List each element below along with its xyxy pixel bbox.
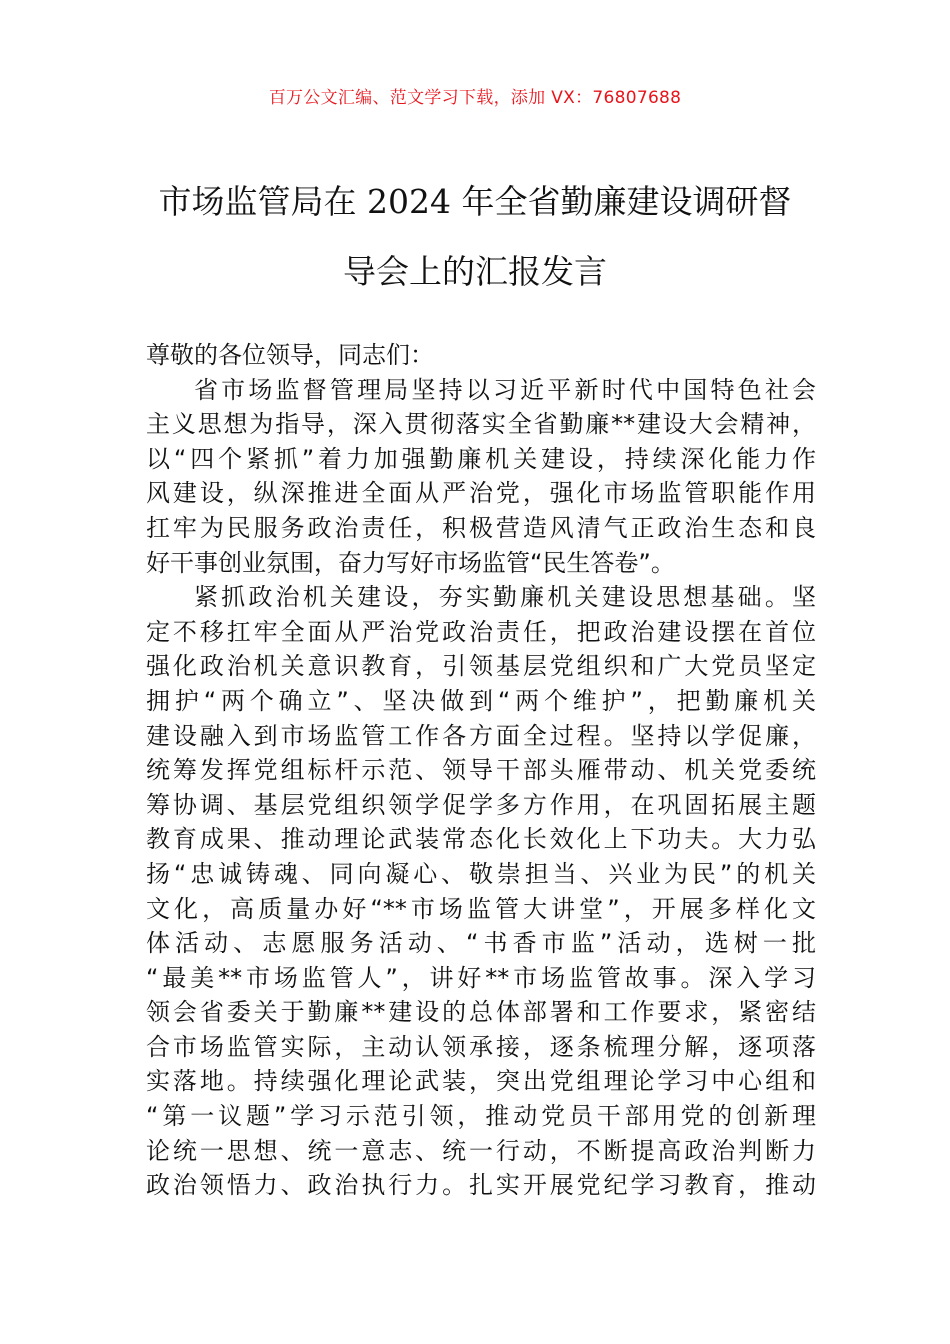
paragraph-2-line: 合市场监管实际，主动认领承接，逐条梳理分解，逐项落 xyxy=(146,1032,816,1061)
paragraph-2-line: 体活动、志愿服务活动、“书香市监”活动，选树一批 xyxy=(146,929,816,958)
paragraph-2-line: 实落地。持续强化理论武装，突出党组理论学习中心组和 xyxy=(146,1067,816,1096)
paragraph-2-line: 强化政治机关意识教育，引领基层党组织和广大党员坚定 xyxy=(146,652,816,681)
paragraph-2-line: 论统一思想、统一意志、统一行动，不断提高政治判断力 xyxy=(146,1136,816,1165)
paragraph-2-line: 文化，高质量办好“**市场监管大讲堂”，开展多样化文 xyxy=(146,894,816,923)
paragraph-2-line: 教育成果、推动理论武装常态化长效化上下功夫。大力弘 xyxy=(146,825,816,854)
paragraph-1-line: 以“四个紧抓”着力加强勤廉机关建设，持续深化能力作 xyxy=(146,444,816,473)
paragraph-2-line: 定不移扛牢全面从严治党政治责任，把政治建设摆在首位 xyxy=(146,617,816,646)
greeting: 尊敬的各位领导，同志们： xyxy=(146,341,434,369)
paragraph-2-line: “第一议题”学习示范引领，推动党员干部用党的创新理 xyxy=(146,1102,816,1131)
paragraph-2-line: 筹协调、基层党组织领学促学多方作用，在巩固拓展主题 xyxy=(146,790,816,819)
paragraph-1-line: 风建设，纵深推进全面从严治党，强化市场监管职能作用 xyxy=(146,479,816,508)
document-title-line-1: 市场监管局在 2024 年全省勤廉建设调研督 xyxy=(158,182,792,221)
paragraph-2-line: 扬“忠诚铸魂、同向凝心、敬崇担当、兴业为民”的机关 xyxy=(146,859,816,888)
header-note: 百万公文汇编、范文学习下载，添加 VX：76807688 xyxy=(268,88,682,108)
paragraph-2-line: 统筹发挥党组标杆示范、领导干部头雁带动、机关党委统 xyxy=(146,756,816,785)
paragraph-2-line: 紧抓政治机关建设，夯实勤廉机关建设思想基础。坚 xyxy=(194,583,816,612)
paragraph-1-line: 好干事创业氛围，奋力写好市场监管“民生答卷”。 xyxy=(146,548,675,577)
paragraph-2-line: 建设融入到市场监管工作各方面全过程。坚持以学促廉， xyxy=(146,721,816,750)
paragraph-2-line: 政治领悟力、政治执行力。扎实开展党纪学习教育，推动 xyxy=(146,1171,816,1200)
paragraph-1-line: 扛牢为民服务政治责任，积极营造风清气正政治生态和良 xyxy=(146,513,816,542)
document-title-line-2: 导会上的汇报发言 xyxy=(343,252,607,291)
paragraph-2-line: “最美**市场监管人”，讲好**市场监管故事。深入学习 xyxy=(146,963,816,992)
paragraph-2-line: 拥护“两个确立”、坚决做到“两个维护”，把勤廉机关 xyxy=(146,686,816,715)
paragraph-2-line: 领会省委关于勤廉**建设的总体部署和工作要求，紧密结 xyxy=(146,998,816,1027)
paragraph-1-line: 省市场监督管理局坚持以习近平新时代中国特色社会 xyxy=(194,375,816,404)
document-body xyxy=(146,338,816,1203)
paragraph-1-line: 主义思想为指导，深入贯彻落实全省勤廉**建设大会精神， xyxy=(146,410,816,439)
